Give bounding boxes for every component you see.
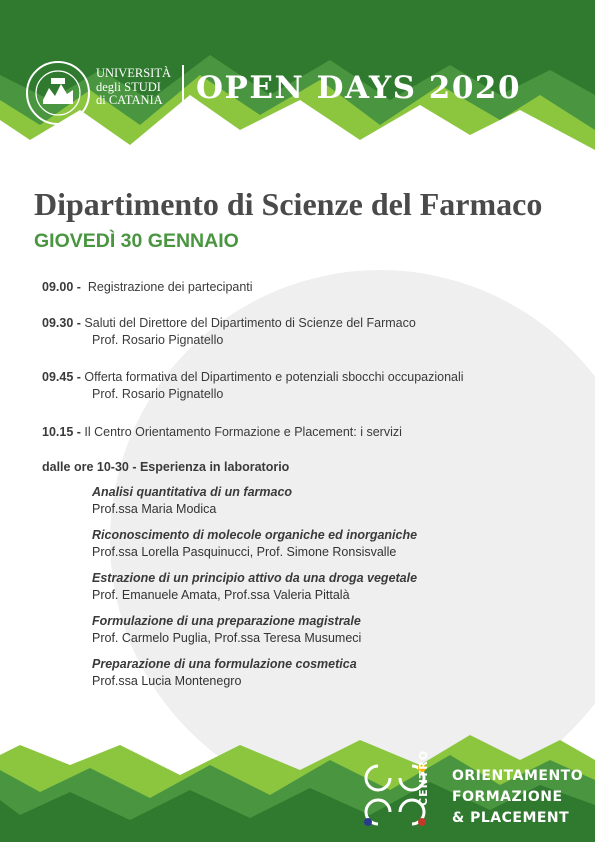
university-line-2: degli STUDI: [96, 79, 161, 94]
cof-line-3: & PLACEMENT: [452, 810, 570, 826]
program-time: 09.45 -: [42, 370, 81, 384]
program-time: 09.00 -: [42, 280, 81, 294]
program-item: [42, 424, 562, 441]
department-title: Dipartimento di Scienze del Farmaco: [34, 186, 543, 222]
event-date: GIOVEDÌ 30 GENNAIO: [34, 230, 239, 252]
program-item: [42, 279, 562, 296]
program-text: Registrazione dei partecipanti: [87, 280, 253, 294]
activity-item: [92, 484, 562, 518]
program-text: Offerta formativa del Dipartimento e potenziali sbocchi occupazionali: [84, 370, 464, 384]
header-divider: [182, 65, 184, 113]
activity-people: Prof. Carmelo Puglia, Prof.ssa Teresa Musumeci: [92, 631, 362, 645]
program-speaker: Prof. Rosario Pignatello: [92, 387, 224, 401]
university-line-1: UNIVERSITÀ: [96, 66, 171, 80]
activity-title: Analisi quantitativa di un farmaco: [92, 485, 293, 499]
activity-people: Prof. Emanuele Amata, Prof.ssa Valeria Pittalà: [92, 588, 350, 602]
program-speaker: Prof. Rosario Pignatello: [92, 333, 224, 347]
event-title: OPEN DAYS 2020: [196, 70, 522, 106]
lab-heading: dalle ore 10-30 - Esperienza in laboratorio: [42, 460, 290, 474]
university-name: [96, 67, 171, 108]
program-time: 09.30 -: [42, 316, 81, 330]
activity-title: Preparazione di una formulazione cosmetica: [92, 657, 357, 671]
university-line-3: di CATANIA: [96, 93, 163, 107]
university-seal-icon: [25, 60, 91, 126]
activity-item: [92, 613, 562, 647]
activity-people: Prof.ssa Lorella Pasquinucci, Prof. Simone Ronsisvalle: [92, 545, 397, 559]
activity-item: [92, 527, 562, 561]
program-item: [42, 369, 562, 403]
program-item: [42, 315, 562, 349]
centro-vertical-label: CENTRO: [417, 749, 430, 806]
activity-people: Prof.ssa Lucia Montenegro: [92, 674, 242, 688]
cof-line-2: FORMAZIONE: [452, 789, 563, 805]
activity-title: Riconoscimento di molecole organiche ed inorganiche: [92, 528, 418, 542]
cof-name: [452, 766, 583, 829]
program-text: Saluti del Direttore del Dipartimento di Scienze del Farmaco: [84, 316, 416, 330]
cof-line-1: ORIENTAMENTO: [452, 768, 584, 784]
activity-people: Prof.ssa Maria Modica: [92, 502, 217, 516]
program-time: 10.15 -: [42, 425, 81, 439]
activity-item: [92, 570, 562, 604]
program-text: Il Centro Orientamento Formazione e Placement: i servizi: [84, 425, 402, 439]
activity-title: Estrazione di un principio attivo da una droga vegetale: [92, 571, 418, 585]
activity-item: [92, 656, 562, 690]
activity-title: Formulazione di una preparazione magistrale: [92, 614, 361, 628]
